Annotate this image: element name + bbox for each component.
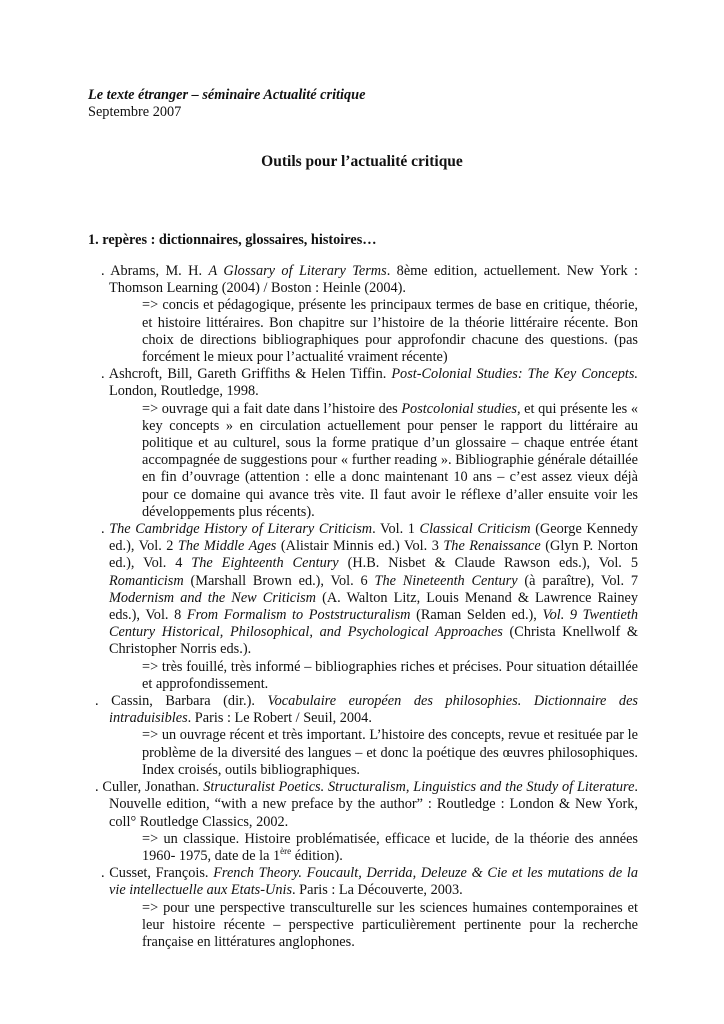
entry-text: (A. Walton Litz, Louis Menand & Lawrence Rainey eds.), Vol. 8	[109, 589, 638, 624]
note-text: => un classique. Histoire problématisée, efficace et lucide, de la théorie des années 1960- 1975, date de la 1	[142, 830, 638, 864]
entry-text: . Vol. 1	[372, 521, 420, 538]
page-title: Outils pour l’actualité critique	[261, 153, 463, 170]
entry-text: . Culler, Jonathan.	[95, 779, 204, 796]
entry-text: . Ashcroft, Bill, Gareth Griffiths & Helen Tiffin.	[101, 366, 392, 383]
note-italic: Postcolonial studies	[401, 400, 517, 417]
entry-text: London, Routledge, 1998.	[109, 383, 259, 400]
entry-text: .	[101, 521, 110, 538]
entry-title: The Cambridge History of Literary Criticism	[109, 521, 373, 538]
note-text: => ouvrage qui a fait date dans l’histoire des	[142, 400, 402, 417]
entry-text: (à paraître), Vol. 7	[517, 572, 639, 589]
entry-text: (Marshall Brown ed.), Vol. 6	[183, 572, 375, 589]
entry-text: (Raman Selden ed.),	[410, 607, 543, 624]
seminar-title: Le texte étranger – séminaire Actualité critique	[88, 87, 366, 103]
entry-title: Structuralist Poetics. Structuralism, Linguistics and the Study of Literature	[203, 779, 635, 796]
entry-text: . Nouvelle edition, “with a new preface by the author” : Routledge : London & New York, coll° Routledge Classics, 2002.	[109, 779, 638, 830]
volume-title: The Eighteenth Century	[191, 555, 339, 572]
volume-title: The Nineteenth Century	[374, 572, 518, 589]
entry-title: Post-Colonial Studies: The Key Concepts.	[391, 366, 638, 383]
entry-text: . Paris : Le Robert / Seuil, 2004.	[187, 710, 372, 727]
entry-cassin	[88, 693, 638, 727]
entry-cambridge	[88, 521, 638, 659]
note-cusset: => pour une perspective transculturelle sur les sciences humaines contemporaines et leur histoire récente – perspective particulièrement pertinente pour la recherche française en littératures anglophones.	[142, 899, 638, 950]
volume-title: From Formalism to Poststructuralism	[186, 607, 411, 624]
entry-text: . Cusset, François.	[101, 865, 214, 882]
superscript: ère	[280, 845, 292, 856]
entry-title: Vocabulaire européen des philosophies. Dictionnaire des intraduisibles	[109, 693, 638, 727]
note-culler	[88, 831, 638, 865]
entry-text: . Cassin, Barbara (dir.).	[95, 693, 268, 710]
note-abrams: => concis et pédagogique, présente les principaux termes de base en critique, théorie, et histoire littéraires. Bon chapitre sur l’histoire de la théorie littéraire récente. Bon choix de directions bibliographiques pour approfondir chacune des questions. (pas forcément le mieux pour l’actualité vraiment récente)	[142, 297, 638, 366]
entry-text: . Paris : La Découverte, 2003.	[292, 882, 463, 899]
note-cambridge: => très fouillé, très informé – bibliographies riches et précises. Pour situation détaillée et approfondissement.	[142, 658, 638, 692]
entry-cusset	[88, 865, 638, 899]
volume-title: Classical Criticism	[419, 521, 531, 538]
note-text: , et qui présente les « key concepts » en circulation actuellement pour penser le rapport du littéraire au politique et au culturel, sous la forme pratique d’un glossaire – chaque entrée étant accompagnée de suggestions pour « further reading ». Bibliographie générale détaillée en fin d’ouvrage (attention : elle a donc maintenant 10 ans – c’est assez vieux déjà pour ce domaine qui avance très vite. Il faut avoir le réflexe d’aller ensuite voir les développements plus récents).	[142, 400, 639, 520]
volume-title: Modernism and the New Criticism	[109, 589, 317, 606]
entry-text: (Christa Knellwolf & Christopher Norris eds.).	[109, 624, 638, 658]
volume-title: The Middle Ages	[177, 538, 277, 555]
entry-text: (Alistair Minnis ed.) Vol. 3	[276, 538, 444, 555]
entry-text: (H.B. Nisbet & Claude Rawson eds.), Vol. 5	[338, 555, 638, 572]
volume-title: The Renaissance	[443, 538, 541, 555]
entry-abrams	[88, 263, 638, 297]
entry-text: . 8ème edition, actuellement. New York : Thomson Learning (2004) / Boston : Heinle (2004).	[109, 263, 639, 297]
note-cassin: => un ouvrage récent et très important. L’histoire des concepts, revue et resituée par le problème de la diversité des langues – et donc la poétique des œuvres philosophiques. Index croisés, outils bibliographiques.	[142, 727, 638, 778]
entry-culler	[88, 779, 638, 831]
seminar-date: Septembre 2007	[88, 104, 182, 120]
entry-text: (Glyn P. Norton ed.), Vol. 4	[109, 538, 638, 572]
entry-text: (George Kennedy ed.), Vol. 2	[109, 521, 639, 555]
note-ashcroft	[88, 401, 638, 521]
section-heading: 1. repères : dictionnaires, glossaires, histoires…	[88, 232, 377, 248]
entry-text: . Abrams, M. H.	[101, 263, 209, 279]
entry-ashcroft	[88, 366, 638, 400]
note-text: édition).	[291, 847, 343, 864]
entry-title: French Theory. Foucault, Derrida, Deleuze & Cie et les mutations de la vie intellectuelle aux Etats-Unis	[109, 865, 638, 899]
volume-title: Romanticism	[109, 572, 184, 589]
bibliography-list	[88, 263, 638, 951]
entry-title: A Glossary of Literary Terms	[208, 263, 387, 279]
volume-title: Vol. 9 Twentieth Century Historical, Philosophical, and Psychological Approaches	[109, 607, 638, 641]
